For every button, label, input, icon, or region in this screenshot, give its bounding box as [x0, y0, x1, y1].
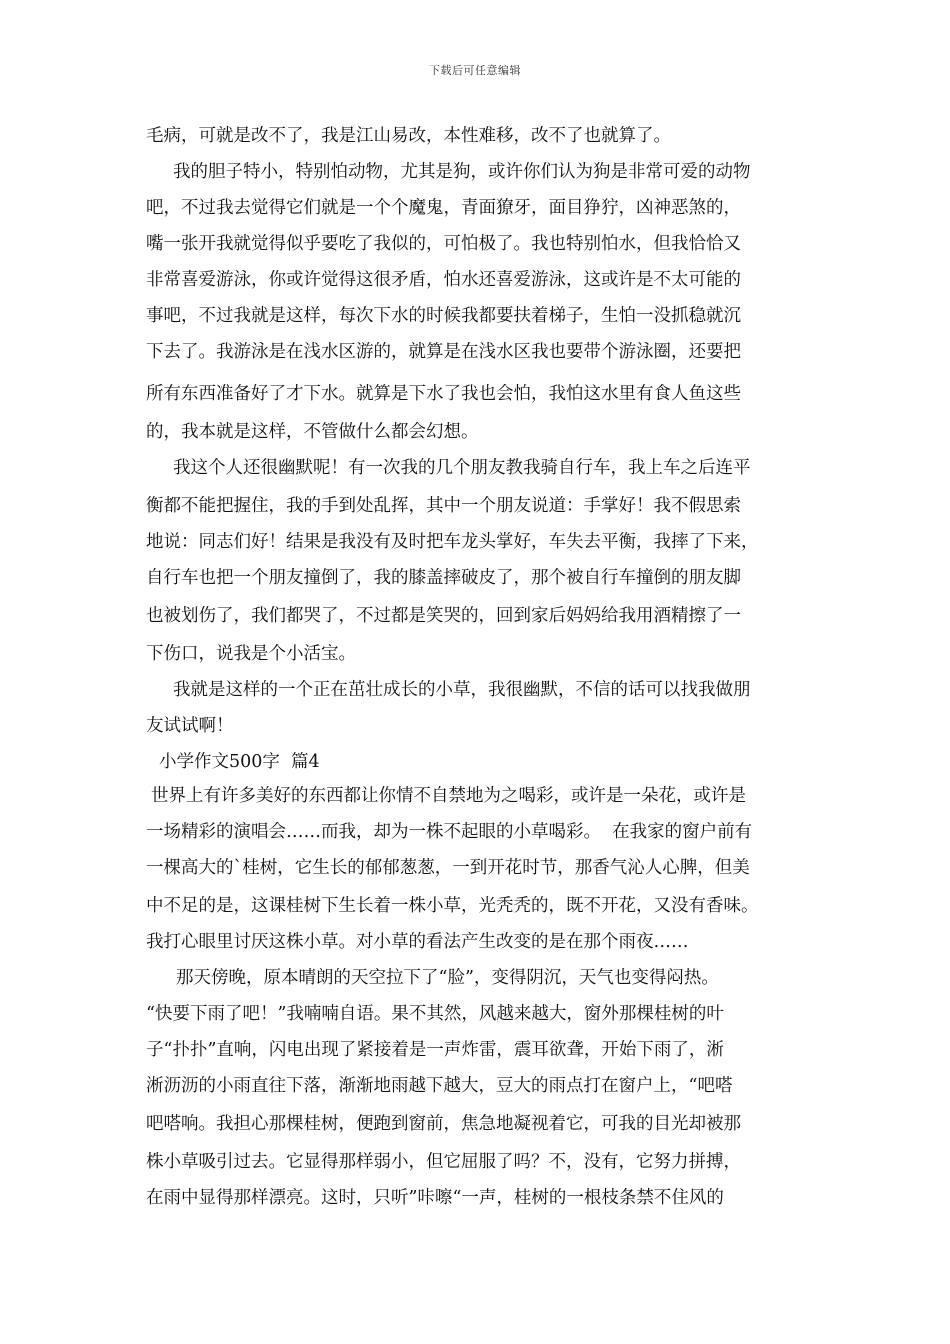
paragraph-start-line: 我这个人还很幽默呢！有一次我的几个朋友教我骑自行车，我上车之后连平 [173, 458, 751, 478]
paragraph-start-line: 我的胆子特小，特别怕动物，尤其是狗，或许你们认为狗是非常可爱的动物 [173, 162, 751, 182]
text-line: 一场精彩的演唱会……而我，却为一株不起眼的小草喝彩。 在我家的窗户前有 [146, 822, 753, 842]
text-line: 地说：同志们好！结果是我没有及时把车龙头掌好，车失去平衡，我摔了下来， [146, 532, 759, 552]
text-line: 的，我本就是这样，不管做什么都会幻想。 [146, 422, 479, 442]
text-line: 淅沥沥的小雨直往下落，渐渐地雨越下越大，豆大的雨点打在窗户上，“吧嗒 [146, 1076, 733, 1096]
text-line: 下去了。我游泳是在浅水区游的，就算是在浅水区我也要带个游泳圈，还要把 [146, 342, 741, 362]
text-line: 友试试啊！ [146, 716, 234, 736]
text-line: 毛病，可就是改不了，我是江山易改，本性难移，改不了也就算了。 [146, 126, 671, 146]
text-line: 吧嗒响。我担心那棵桂树，便跑到窗前，焦急地凝视着它，可我的目光却被那 [146, 1114, 741, 1134]
text-line: 吧，不过我去觉得它们就是一个个魔鬼，青面獠牙，面目狰狞，凶神恶煞的， [146, 198, 741, 218]
text-line: “快要下雨了吧！”我喃喃自语。果不其然，风越来越大，窗外那棵桂树的叶 [146, 1004, 724, 1024]
text-line: 子“扑扑”直响，闪电出现了紧接着是一声炸雷，震耳欲聋，开始下雨了，淅 [146, 1040, 724, 1060]
section-heading: 小学作文500字 篇4 [159, 752, 320, 772]
text-line: 中不足的是，这课桂树下生长着一株小草，光秃秃的，既不开花，又没有香味。 [146, 896, 759, 916]
text-line: 我打心眼里讨厌这株小草。对小草的看法产生改变的是在那个雨夜…… [146, 932, 689, 952]
text-line: 下伤口，说我是个小活宝。 [146, 644, 356, 664]
text-line: 事吧，不过我就是这样，每次下水的时候我都要扶着梯子，生怕一没抓稳就沉 [146, 306, 741, 326]
text-line: 一棵高大的`桂树，它生长的郁郁葱葱，一到开花时节，那香气沁人心脾，但美 [146, 858, 750, 878]
text-line: 自行车也把一个朋友撞倒了，我的膝盖摔破皮了，那个被自行车撞倒的朋友脚 [146, 568, 741, 588]
paragraph-start-line: 我就是这样的一个正在茁壮成长的小草，我很幽默，不信的话可以找我做朋 [173, 680, 751, 700]
paragraph-start-line: 那天傍晚，原本晴朗的天空拉下了“脸”，变得阴沉，天气也变得闷热。 [176, 968, 719, 988]
paragraph-start-line: 世界上有许多美好的东西都让你情不自禁地为之喝彩，或许是一朵花，或许是 [151, 786, 746, 806]
page-header: 下载后可任意编辑 [429, 64, 521, 77]
text-line: 嘴一张开我就觉得似乎要吃了我似的，可怕极了。我也特别怕水，但我恰恰又 [146, 234, 741, 254]
text-line: 所有东西准备好了才下水。就算是下水了我也会怕，我怕这水里有食人鱼这些 [146, 384, 741, 404]
text-line: 也被划伤了，我们都哭了，不过都是笑哭的，回到家后妈妈给我用酒精擦了一 [146, 606, 741, 626]
text-line: 在雨中显得那样漂亮。这时，只听”咔嚓“一声，桂树的一根枝条禁不住风的 [146, 1188, 724, 1208]
text-line: 衡都不能把握住，我的手到处乱挥，其中一个朋友说道：手掌好！我不假思索 [146, 496, 741, 516]
text-line: 株小草吸引过去。它显得那样弱小，但它屈服了吗？不，没有，它努力拼搏， [146, 1152, 741, 1172]
text-line: 非常喜爱游泳，你或许觉得这很矛盾，怕水还喜爱游泳，这或许是不太可能的 [146, 270, 741, 290]
